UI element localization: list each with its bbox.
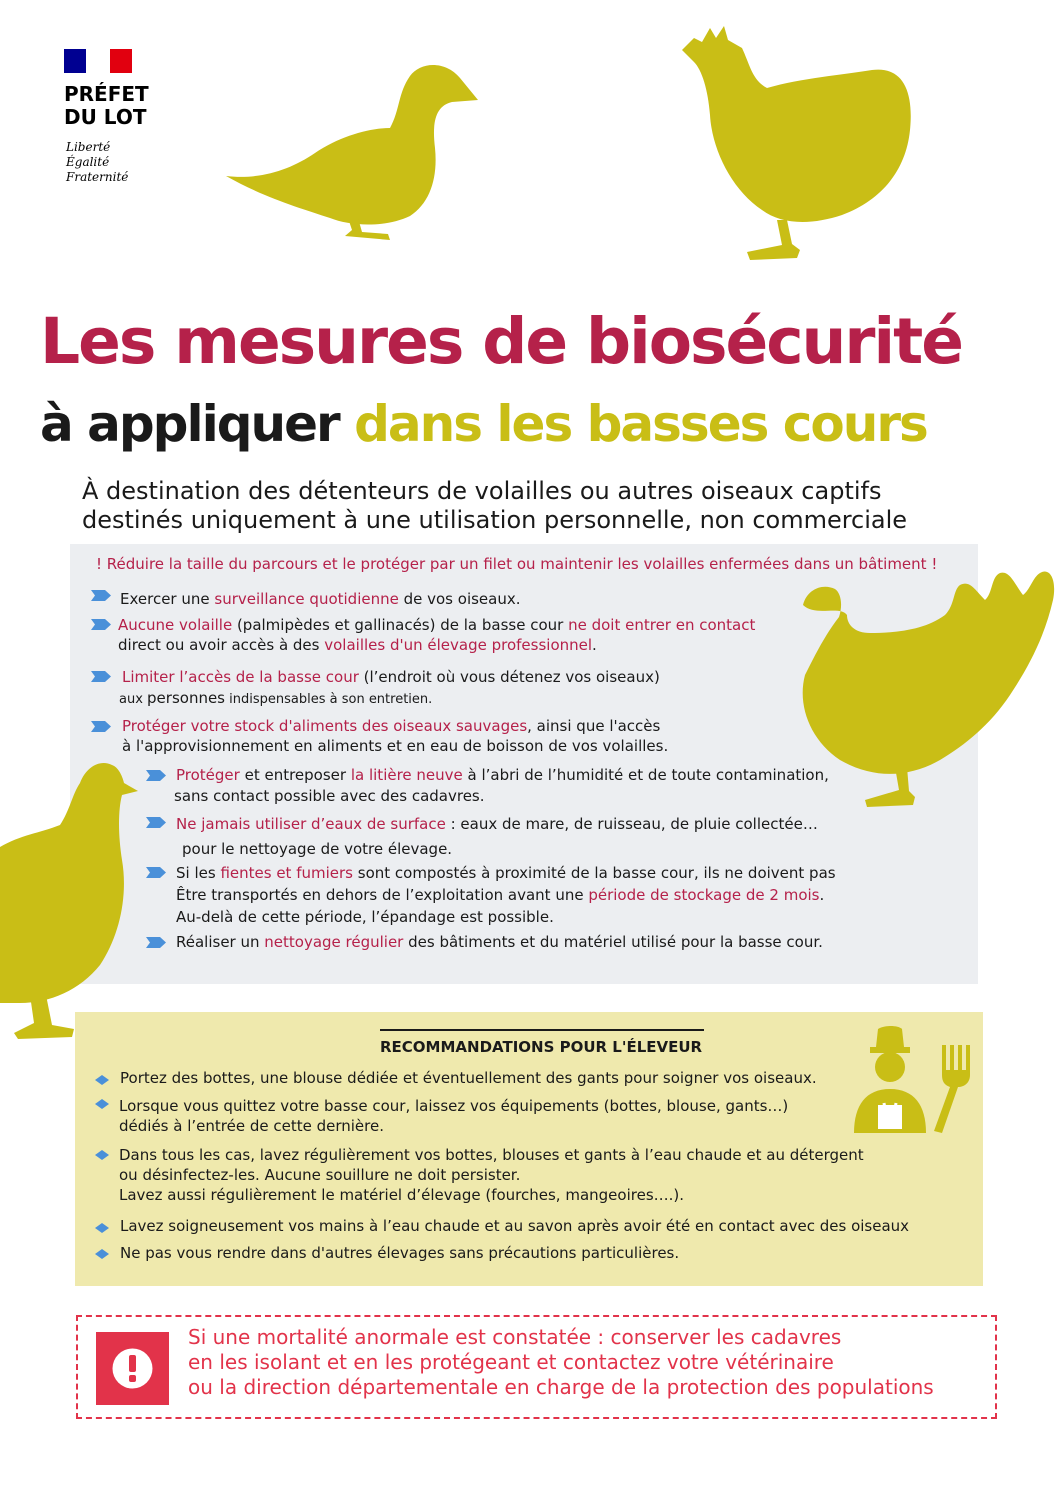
measure-surveillance: Exercer une surveillance quotidienne de vos oiseaux. bbox=[120, 590, 521, 608]
duck-illustration bbox=[220, 58, 482, 243]
recommendations-title: RECOMMANDATIONS POUR L'ÉLEVEUR bbox=[380, 1038, 703, 1056]
rec-wash-equipment: Dans tous les cas, lavez régulièrement vos bottes, blouses et gants à l’eau chaude et au détergent ou désinfectez-les. Aucune souillure ne doit persister. Lavez aussi régulièrement le matériel d’élevage (fourches, mangeoires….). bbox=[119, 1146, 864, 1204]
secondary-title: à appliquer dans les basses cours bbox=[40, 395, 927, 453]
recommendations-divider bbox=[380, 1029, 704, 1031]
arrow-bullet-icon bbox=[91, 721, 111, 732]
measure-no-contact: Aucune volaille (palmipèdes et gallinacés) de la basse cour ne doit entrer en contact direct ou avoir accès à des volailles d'un élevage professionnel. bbox=[118, 616, 756, 654]
measure-limit-access: Limiter l’accès de la basse cour (l’endroit où vous détenez vos oiseaux) bbox=[122, 668, 660, 686]
guinea-fowl-illustration bbox=[0, 755, 140, 1050]
arrow-bullet-icon bbox=[146, 817, 166, 828]
arrow-bullet-icon bbox=[146, 770, 166, 781]
arrow-bullet-icon bbox=[146, 937, 166, 948]
diamond-bullet-icon bbox=[95, 1150, 109, 1160]
diamond-bullet-icon bbox=[95, 1099, 109, 1109]
diamond-bullet-icon bbox=[95, 1223, 109, 1233]
arrow-bullet-icon bbox=[146, 867, 166, 878]
alert-icon bbox=[96, 1332, 169, 1405]
measure-protect-feed: Protéger votre stock d'aliments des oiseaux sauvages, ainsi que l'accès à l'approvisionnement en aliments et en eau de boisson de vos volailles. bbox=[122, 717, 669, 755]
turkey-illustration bbox=[795, 555, 1057, 820]
rec-boots: Portez des bottes, une blouse dédiée et éventuellement des gants pour soigner vos oiseaux. bbox=[120, 1069, 817, 1087]
measure-manure: Si les fientes et fumiers sont compostés à proximité de la basse cour, ils ne doivent pas Être transportés en dehors de l’exploitation avant une période de stockage de 2 mois. Au-delà de cette période, l’épandage est possible. bbox=[176, 864, 836, 926]
rec-leave-equipment: Lorsque vous quittez votre basse cour, laissez vos équipements (bottes, blouse, gants…) dédiés à l’entrée de cette dernière. bbox=[119, 1097, 789, 1135]
measure-litter: Protéger et entreposer la litière neuve à l’abri de l’humidité et de toute contamination, sans contact possible avec des cadavres. bbox=[174, 766, 829, 805]
diamond-bullet-icon bbox=[95, 1249, 109, 1259]
diamond-bullet-icon bbox=[95, 1075, 109, 1085]
rec-wash-hands: Lavez soigneusement vos mains à l’eau chaude et au savon après avoir été en contact avec des oiseaux bbox=[120, 1217, 910, 1235]
farmer-icon bbox=[850, 1025, 985, 1137]
main-title: Les mesures de biosécurité bbox=[40, 305, 962, 378]
marianne-flag-logo bbox=[64, 49, 132, 73]
audience-subtitle: À destination des détenteurs de volailles ou autres oiseaux captifs destinés uniquement à une utilisation personnelle, non commerciale bbox=[82, 477, 908, 534]
mortality-alert-text: Si une mortalité anormale est constatée : conserver les cadavres en les isolant et en les protégeant et contactez votre vétérinaire ou la direction départementale en charge de la protection des populations bbox=[188, 1325, 934, 1399]
arrow-bullet-icon bbox=[91, 671, 111, 682]
rec-other-farms: Ne pas vous rendre dans d'autres élevages sans précautions particulières. bbox=[120, 1244, 680, 1262]
arrow-bullet-icon bbox=[91, 590, 111, 601]
arrow-bullet-icon bbox=[91, 619, 111, 630]
republic-motto: Liberté Égalité Fraternité bbox=[66, 140, 129, 184]
prefet-title: PRÉFET DU LOT bbox=[64, 82, 149, 129]
range-warning: ! Réduire la taille du parcours et le protéger par un filet ou maintenir les volailles enfermées dans un bâtiment ! bbox=[96, 555, 938, 573]
hen-illustration bbox=[672, 20, 917, 265]
measure-surface-water: Ne jamais utiliser d’eaux de surface : eaux de mare, de ruisseau, de pluie collectée… pour le nettoyage de votre élevage. bbox=[176, 815, 818, 858]
measure-limit-access-cont: aux personnes indispensables à son entretien. bbox=[119, 689, 433, 707]
measure-cleaning: Réaliser un nettoyage régulier des bâtiments et du matériel utilisé pour la basse cour. bbox=[176, 933, 823, 951]
